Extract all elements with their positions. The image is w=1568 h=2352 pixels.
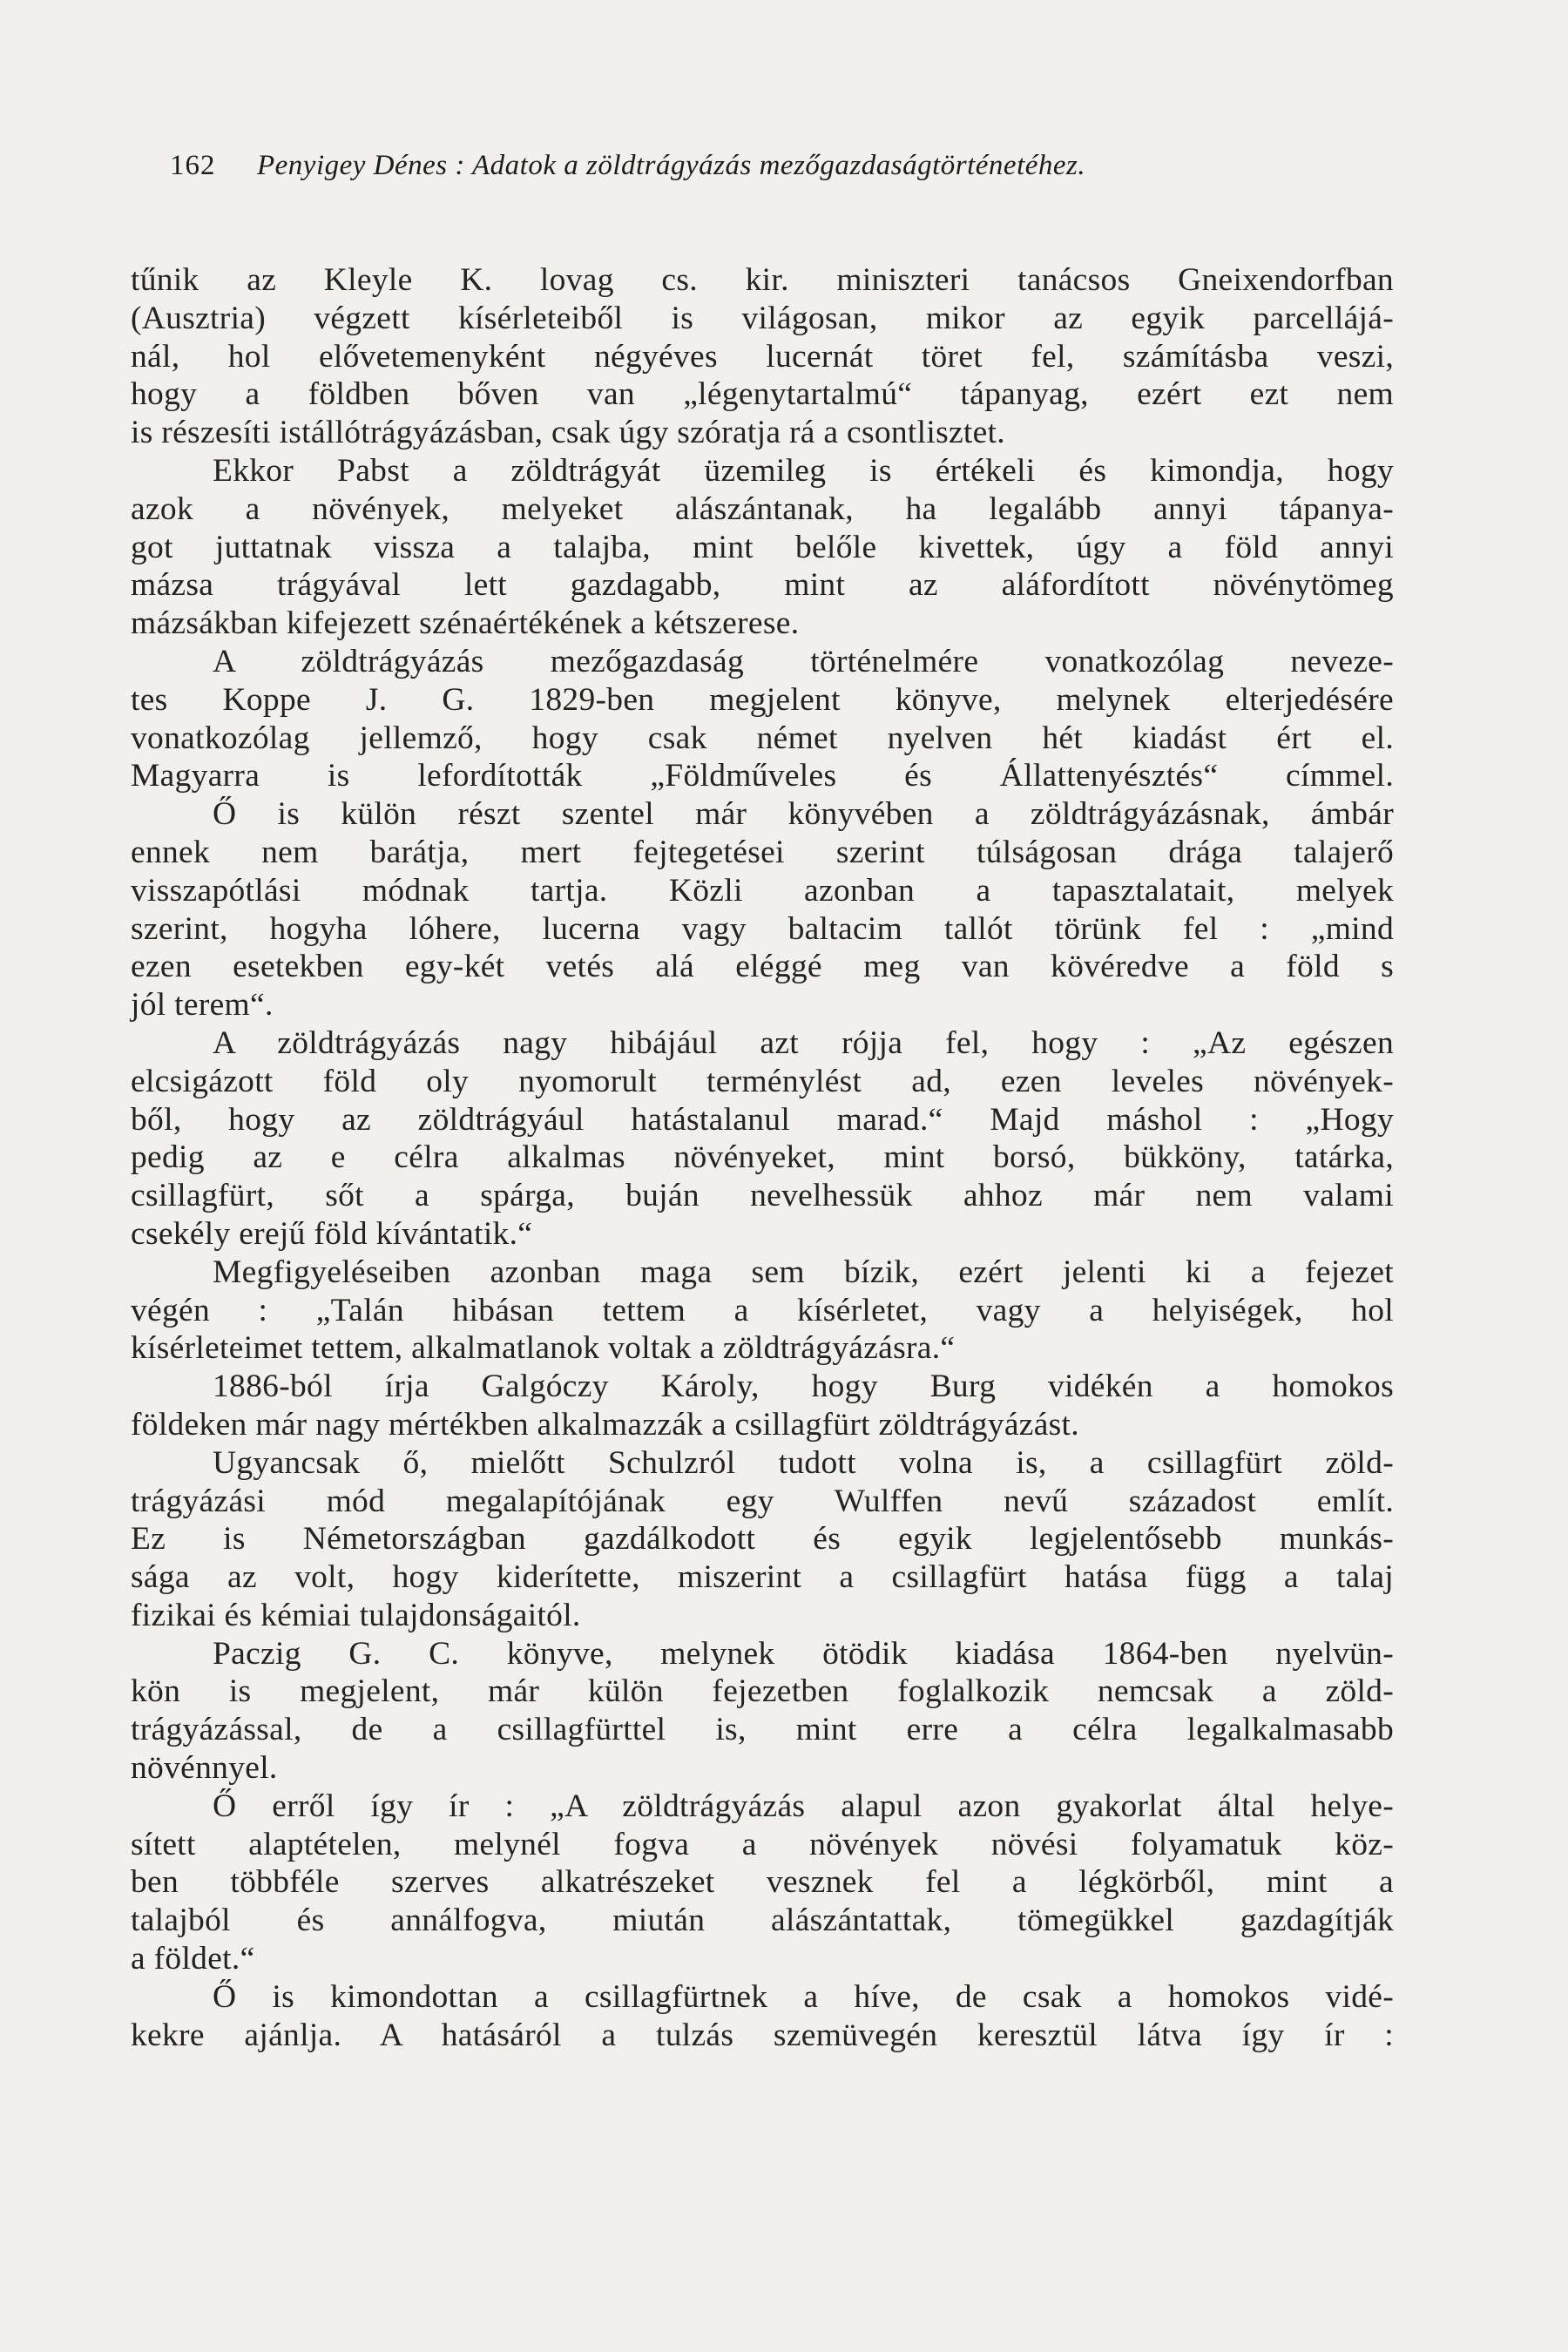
text-line: fizikai és kémiai tulajdonságaitól. [131, 1597, 581, 1633]
text-line: got juttatnak vissza a talajba, mint belőle kivettek, úgy a föld annyi [131, 529, 1394, 565]
text-line: csekély erejű föld kívántatik.“ [131, 1215, 533, 1252]
text-line: elcsigázott föld oly nyomorult terménylést ad, ezen leveles növények- [131, 1063, 1394, 1099]
page-number: 162 [170, 150, 216, 181]
text-line: nál, hol elővetemenyként négyéves lucernát töret fel, számításba veszi, [131, 338, 1394, 375]
text-line: is részesíti istállótrágyázásban, csak úgy szóratja rá a csontlisztet. [131, 415, 1005, 451]
text-line: ezen esetekben egy-két vetés alá eléggé meg van kövéredve a föld s [131, 949, 1394, 985]
text-line: végén : „Talán hibásan tettem a kísérletet, vagy a helyiségek, hol [131, 1292, 1394, 1328]
text-line: Ez is Németországban gazdálkodott és egyik legjelentősebb munkás- [131, 1521, 1394, 1558]
text-line: sített alaptételen, melynél fogva a növények növési folyamatuk köz- [131, 1826, 1394, 1862]
page-header [170, 150, 1407, 192]
text-line: hogy a földben bőven van „légenytartalmú“ tápanyag, ezért ezt nem [131, 376, 1394, 413]
text-line: földeken már nagy mértékben alkalmazzák a csillagfürt zöldtrágyázást. [131, 1406, 1079, 1443]
text-line: pedig az e célra alkalmas növényeket, mint borsó, bükköny, tatárka, [131, 1139, 1394, 1176]
text-line: 1886-ból írja Galgóczy Károly, hogy Burg vidékén a homokos [213, 1369, 1394, 1405]
text-line: kekre ajánlja. A hatásáról a tulzás szemüvegén keresztül látva így ír : [131, 2017, 1394, 2053]
text-line: talajból és annálfogva, miután alászántattak, tömegükkel gazdagítják [131, 1903, 1394, 1939]
text-line: csillagfürt, sőt a spárga, buján nevelhessük ahhoz már nem valami [131, 1178, 1394, 1214]
text-line: Ő is külön részt szentel már könyvében a zöldtrágyázásnak, ámbár [213, 796, 1394, 833]
text-line: Ekkor Pabst a zöldtrágyát üzemileg is értékeli és kimondja, hogy [213, 452, 1394, 489]
text-line: a földet.“ [131, 1941, 255, 1977]
running-title: Penyigey Dénes : Adatok a zöldtrágyázás mezőgazdaságtörténetéhez. [257, 150, 1086, 181]
text-line: ből, hogy az zöldtrágyául hatástalanul marad.“ Majd máshol : „Hogy [131, 1101, 1394, 1138]
text-line: Ő is kimondottan a csillagfürtnek a híve, de csak a homokos vidé- [213, 1978, 1394, 2015]
text-line: szerint, hogyha lóhere, lucerna vagy baltacim tallót törünk fel : „mind [131, 910, 1394, 947]
text-line: Magyarra is lefordították „Földműveles és Állattenyésztés“ címmel. [131, 758, 1394, 794]
text-line: Ugyancsak ő, mielőtt Schulzról tudott volna is, a csillagfürt zöld- [213, 1444, 1394, 1481]
text-line: Megfigyeléseiben azonban maga sem bízik, ezért jelenti ki a fejezet [213, 1254, 1394, 1290]
text-line: (Ausztria) végzett kísérleteiből is világosan, mikor az egyik parcellájá- [131, 300, 1394, 336]
text-line: Ő erről így ír : „A zöldtrágyázás alapul azon gyakorlat által helye- [213, 1788, 1394, 1824]
text-line: A zöldtrágyázás nagy hibájául azt rójja fel, hogy : „Az egészen [213, 1024, 1394, 1061]
text-line: Paczig G. C. könyve, melynek ötödik kiadása 1864-ben nyelvün- [213, 1635, 1394, 1672]
text-line: kísérleteimet tettem, alkalmatlanok voltak a zöldtrágyázásra.“ [131, 1330, 956, 1367]
text-line: vonatkozólag jellemző, hogy csak német nyelven hét kiadást ért el. [131, 720, 1394, 756]
text-line: sága az volt, hogy kiderítette, miszerint a csillagfürt hatása függ a talaj [131, 1559, 1394, 1596]
text-line: mázsákban kifejezett szénaértékének a kétszerese. [131, 605, 800, 642]
text-line: növénnyel. [131, 1750, 278, 1787]
text-line: kön is megjelent, már külön fejezetben foglalkozik nemcsak a zöld- [131, 1673, 1394, 1710]
text-line: ennek nem barátja, mert fejtegetései szerint túlságosan drága talajerő [131, 834, 1394, 870]
text-line: mázsa trágyával lett gazdagabb, mint az aláfordított növénytömeg [131, 567, 1394, 604]
text-line: trágyázási mód megalapítójának egy Wulffen nevű századost említ. [131, 1483, 1394, 1519]
text-line: ben többféle szerves alkatrészeket vesznek fel a légkörből, mint a [131, 1864, 1394, 1901]
text-line: tes Koppe J. G. 1829-ben megjelent könyve, melynek elterjedésére [131, 681, 1394, 718]
text-line: tűnik az Kleyle K. lovag cs. kir. miniszteri tanácsos Gneixendorfban [131, 262, 1394, 298]
text-line: visszapótlási módnak tartja. Közli azonban a tapasztalatait, melyek [131, 872, 1394, 909]
text-line: A zöldtrágyázás mezőgazdaság történelmére vonatkozólag neveze- [213, 643, 1394, 679]
body-text [131, 261, 1394, 2054]
text-line: azok a növények, melyeket alászántanak, ha legalább annyi tápanya- [131, 490, 1394, 527]
text-line: trágyázással, de a csillagfürttel is, mint erre a célra legalkalmasabb [131, 1712, 1394, 1748]
text-line: jól terem“. [131, 987, 274, 1024]
